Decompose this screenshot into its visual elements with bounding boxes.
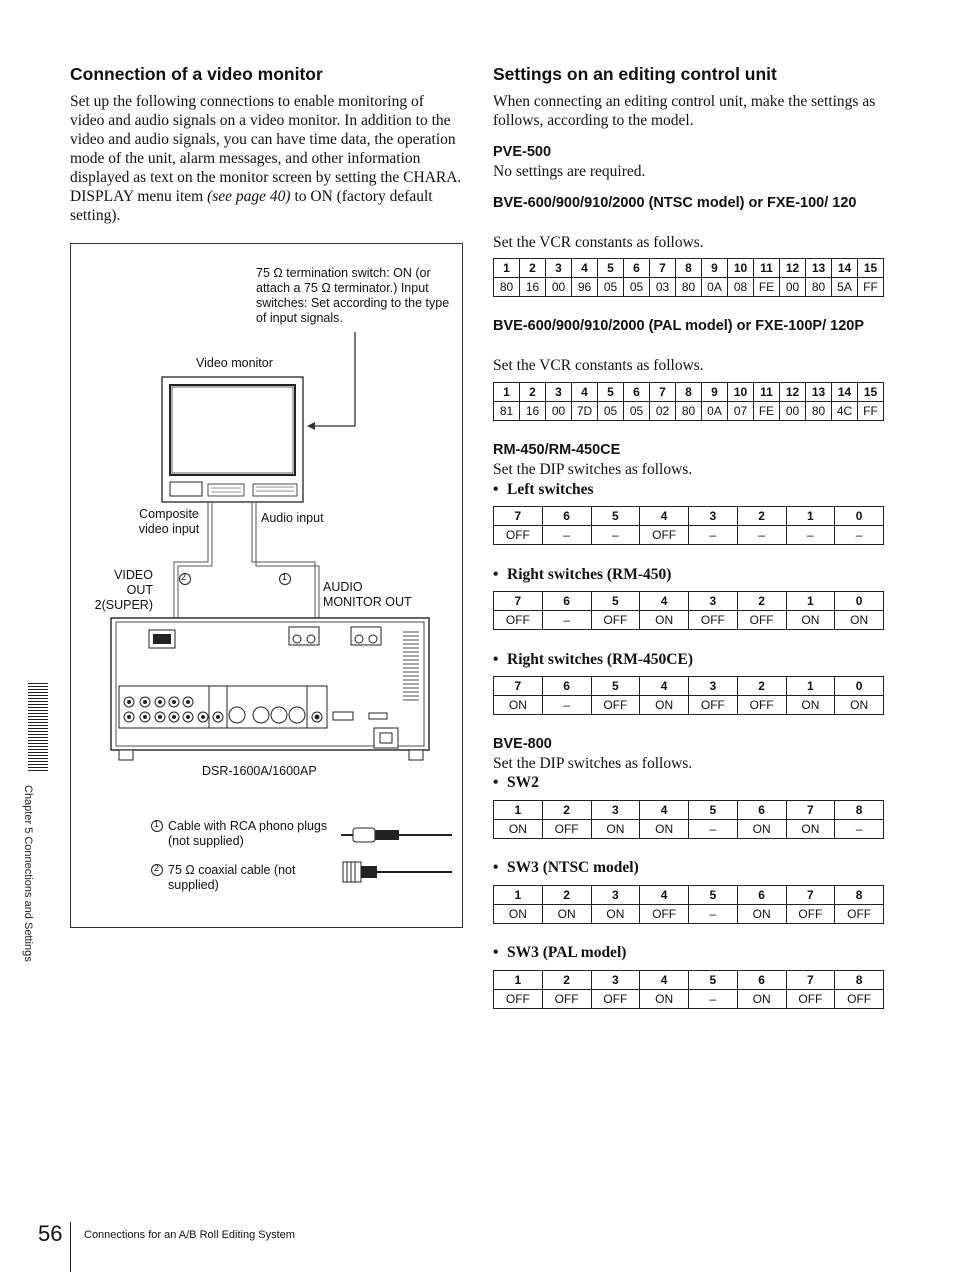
monitor-screen [170, 385, 295, 475]
table-header-cell: 12 [780, 259, 806, 278]
table-header-cell: 7 [494, 592, 543, 611]
sw3-ntsc-text: SW3 (NTSC model) [507, 859, 639, 876]
table-cell: 02 [650, 402, 676, 421]
table-cell: ON [494, 696, 543, 715]
paragraph-text: Set up the following connections to enable monitoring of video and audio signals on a video monitor. In addition to the video and audio signals, you can have time data, the operation mode of the unit, alarm messages, and other information displayed as text on the monitor screen by setting the CHARA. DISPLAY menu item [70, 93, 462, 205]
table-cell: 5A [832, 278, 858, 297]
table-header-cell: 0 [835, 592, 884, 611]
section-heading-editing-control: Settings on an editing control unit [493, 64, 777, 84]
table-cell: OFF [542, 820, 591, 839]
table-header-cell: 8 [835, 886, 884, 905]
bve-ntsc-title: BVE-600/900/910/2000 (NTSC model) or FXE-100/ 120 [493, 195, 857, 211]
rca-plug-drawing [341, 828, 452, 842]
table-row [494, 696, 884, 715]
table-cell: FF [858, 278, 884, 297]
right-switches-rm450-table [493, 591, 884, 630]
sw3-pal-table [493, 970, 884, 1009]
table-header-row [494, 886, 884, 905]
video-monitor-paragraph [70, 92, 462, 225]
table-cell: – [542, 526, 591, 545]
table-cell: ON [640, 990, 689, 1009]
table-header-cell: 11 [754, 259, 780, 278]
table-cell: 07 [728, 402, 754, 421]
table-cell: OFF [591, 990, 640, 1009]
table-cell: 00 [780, 402, 806, 421]
left-switches-table [493, 506, 884, 545]
table-cell: ON [835, 696, 884, 715]
table-header-cell: 2 [737, 677, 786, 696]
table-cell: – [835, 820, 884, 839]
table-header-cell: 1 [494, 971, 543, 990]
table-cell: OFF [494, 611, 543, 630]
table-header-cell: 8 [676, 259, 702, 278]
table-header-cell: 5 [689, 886, 738, 905]
table-header-cell: 10 [728, 259, 754, 278]
table-cell: ON [591, 905, 640, 924]
table-cell: OFF [786, 990, 835, 1009]
table-cell: ON [786, 611, 835, 630]
table-cell: FF [858, 402, 884, 421]
table-cell: ON [737, 990, 786, 1009]
table-cell: 80 [806, 402, 832, 421]
legend-rca-cable: Cable with RCA phono plugs (not supplied) [168, 819, 328, 848]
rm450-text: Set the DIP switches as follows. [493, 461, 693, 478]
table-cell: ON [737, 905, 786, 924]
table-header-cell: 0 [835, 677, 884, 696]
table-cell: ON [835, 611, 884, 630]
table-cell: – [737, 526, 786, 545]
marker-2: 2 [181, 572, 187, 582]
table-header-cell: 1 [494, 801, 543, 820]
table-header-cell: 6 [542, 677, 591, 696]
table-cell: – [786, 526, 835, 545]
table-header-cell: 2 [520, 383, 546, 402]
table-header-cell: 14 [832, 383, 858, 402]
table-header-cell: 4 [640, 971, 689, 990]
table-header-cell: 6 [737, 801, 786, 820]
table-header-row [494, 801, 884, 820]
table-header-cell: 4 [640, 801, 689, 820]
termination-note: 75 Ω termination switch: ON (or attach a 75 Ω terminator.) Input switches: Set according to the type of input signals. [256, 266, 450, 325]
table-cell: ON [640, 611, 689, 630]
table-header-cell: 5 [591, 507, 640, 526]
table-header-cell: 4 [572, 259, 598, 278]
chapter-sidebar-text: Chapter 5 Connections and Settings [22, 785, 34, 962]
table-cell: OFF [689, 611, 738, 630]
table-header-cell: 7 [650, 259, 676, 278]
table-cell: 05 [624, 402, 650, 421]
page-reference: (see page 40) [207, 188, 291, 205]
table-header-cell: 9 [702, 383, 728, 402]
table-cell: 00 [546, 278, 572, 297]
table-cell: 4C [832, 402, 858, 421]
table-header-cell: 4 [640, 677, 689, 696]
table-cell: OFF [835, 990, 884, 1009]
table-header-cell: 5 [591, 677, 640, 696]
device-name-label: DSR-1600A/1600AP [202, 764, 317, 778]
editing-control-intro: When connecting an editing control unit, make the settings as follows, according to the model. [493, 93, 876, 129]
table-cell: ON [494, 905, 543, 924]
sw3-ntsc-label: • SW3 (NTSC model) [493, 859, 639, 876]
table-header-cell: 15 [858, 259, 884, 278]
table-cell: 05 [598, 402, 624, 421]
table-header-cell: 5 [689, 971, 738, 990]
left-switches-label: • Left switches [493, 481, 594, 498]
bve-pal-table [493, 382, 884, 421]
right-switches-rm450ce-label: • Right switches (RM-450CE) [493, 651, 693, 668]
sw2-text: SW2 [507, 774, 539, 791]
table-header-row [494, 592, 884, 611]
table-cell: OFF [494, 526, 543, 545]
table-cell: ON [640, 696, 689, 715]
rm450-title: RM-450/RM-450CE [493, 442, 621, 458]
table-header-cell: 6 [737, 886, 786, 905]
table-cell: – [542, 696, 591, 715]
table-header-cell: 5 [598, 383, 624, 402]
table-header-cell: 7 [786, 886, 835, 905]
table-header-cell: 9 [702, 259, 728, 278]
table-row [494, 402, 884, 421]
table-header-cell: 8 [835, 801, 884, 820]
table-header-cell: 7 [494, 677, 543, 696]
table-header-cell: 15 [858, 383, 884, 402]
table-cell: 16 [520, 278, 546, 297]
audio-monitor-out-label: AUDIO MONITOR OUT [323, 580, 412, 609]
right-switches-rm450-label: • Right switches (RM-450) [493, 566, 672, 583]
table-header-row [494, 677, 884, 696]
footer-text: Connections for an A/B Roll Editing System [84, 1229, 295, 1241]
sw3-pal-text: SW3 (PAL model) [507, 944, 627, 961]
table-row [494, 526, 884, 545]
table-header-cell: 3 [689, 507, 738, 526]
table-header-cell: 3 [689, 677, 738, 696]
connection-diagram [70, 243, 463, 928]
sw3-pal-label: • SW3 (PAL model) [493, 944, 627, 961]
table-header-cell: 4 [640, 886, 689, 905]
table-header-cell: 14 [832, 259, 858, 278]
table-header-row [494, 507, 884, 526]
table-cell: OFF [737, 696, 786, 715]
table-cell: ON [786, 696, 835, 715]
table-header-cell: 4 [640, 592, 689, 611]
table-cell: – [591, 526, 640, 545]
table-cell: – [542, 611, 591, 630]
bve-ntsc-text: Set the VCR constants as follows. [493, 234, 704, 251]
table-header-cell: 3 [546, 383, 572, 402]
table-row [494, 611, 884, 630]
section-heading-video-monitor: Connection of a video monitor [70, 64, 323, 84]
table-row [494, 820, 884, 839]
table-header-cell: 13 [806, 383, 832, 402]
table-header-cell: 10 [728, 383, 754, 402]
table-header-cell: 2 [542, 971, 591, 990]
page-number: 56 [38, 1221, 63, 1246]
bve-ntsc-table [493, 258, 884, 297]
chapter-tab-marker [28, 683, 48, 773]
table-cell: – [689, 905, 738, 924]
table-header-cell: 1 [494, 886, 543, 905]
pve500-text: No settings are required. [493, 163, 646, 180]
table-cell: OFF [737, 611, 786, 630]
table-header-cell: 1 [494, 383, 520, 402]
table-cell: 80 [806, 278, 832, 297]
table-header-cell: 6 [542, 592, 591, 611]
table-cell: 0A [702, 278, 728, 297]
table-cell: OFF [591, 611, 640, 630]
sw2-table [493, 800, 884, 839]
footer-divider [70, 1222, 71, 1272]
table-header-cell: 1 [786, 592, 835, 611]
table-header-cell: 12 [780, 383, 806, 402]
table-header-cell: 4 [572, 383, 598, 402]
leader-arrow [307, 422, 315, 430]
table-cell: 00 [780, 278, 806, 297]
table-header-cell: 1 [786, 677, 835, 696]
video-out-label: VIDEO OUT 2(SUPER) [94, 568, 153, 612]
table-cell: 80 [494, 278, 520, 297]
table-header-cell: 2 [542, 801, 591, 820]
table-cell: ON [591, 820, 640, 839]
table-header-cell: 6 [624, 383, 650, 402]
table-header-cell: 7 [786, 971, 835, 990]
left-switches-text: Left switches [507, 481, 594, 498]
sw3-ntsc-table [493, 885, 884, 924]
table-header-row [494, 383, 884, 402]
video-monitor-label: Video monitor [196, 356, 273, 370]
table-header-cell: 4 [640, 507, 689, 526]
table-row [494, 990, 884, 1009]
table-header-row [494, 259, 884, 278]
table-cell: 05 [598, 278, 624, 297]
table-header-cell: 8 [676, 383, 702, 402]
bve800-text: Set the DIP switches as follows. [493, 755, 693, 772]
table-header-cell: 6 [542, 507, 591, 526]
table-cell: ON [494, 820, 543, 839]
table-cell: – [835, 526, 884, 545]
audio-input-label: Audio input [261, 511, 324, 525]
table-cell: 80 [676, 278, 702, 297]
table-cell: ON [737, 820, 786, 839]
right-switches-rm450ce-table [493, 676, 884, 715]
paragraph-text-end: to ON (factory default setting). [70, 188, 433, 224]
legend-coaxial-cable: 75 Ω coaxial cable (not supplied) [168, 863, 296, 892]
table-header-cell: 11 [754, 383, 780, 402]
table-header-cell: 8 [835, 971, 884, 990]
table-header-cell: 0 [835, 507, 884, 526]
table-cell: 03 [650, 278, 676, 297]
table-cell: ON [786, 820, 835, 839]
composite-input-label: Composite video input [138, 507, 200, 536]
table-header-cell: 5 [591, 592, 640, 611]
legend-marker-1: 1 [154, 819, 160, 829]
table-cell: 00 [546, 402, 572, 421]
table-header-cell: 2 [737, 592, 786, 611]
pve500-title: PVE-500 [493, 144, 552, 160]
table-cell: 80 [676, 402, 702, 421]
table-header-cell: 7 [494, 507, 543, 526]
table-cell: OFF [835, 905, 884, 924]
table-cell: FE [754, 402, 780, 421]
table-header-cell: 5 [598, 259, 624, 278]
table-cell: – [689, 990, 738, 1009]
table-cell: OFF [640, 905, 689, 924]
table-header-cell: 7 [650, 383, 676, 402]
sw2-label: • SW2 [493, 774, 539, 791]
table-header-cell: 1 [786, 507, 835, 526]
table-cell: FE [754, 278, 780, 297]
table-row [494, 905, 884, 924]
table-cell: OFF [591, 696, 640, 715]
table-row [494, 278, 884, 297]
table-header-cell: 2 [542, 886, 591, 905]
table-cell: ON [542, 905, 591, 924]
table-cell: OFF [542, 990, 591, 1009]
table-cell: 16 [520, 402, 546, 421]
table-header-cell: 3 [689, 592, 738, 611]
coaxial-plug-drawing [343, 862, 452, 882]
table-header-cell: 3 [546, 259, 572, 278]
table-header-cell: 5 [689, 801, 738, 820]
table-cell: 0A [702, 402, 728, 421]
legend-marker-2: 2 [154, 863, 160, 873]
table-header-cell: 7 [786, 801, 835, 820]
right-switches-rm450-text: Right switches (RM-450) [507, 566, 672, 583]
bve-pal-title: BVE-600/900/910/2000 (PAL model) or FXE-100P/ 120P [493, 318, 865, 334]
table-header-cell: 2 [520, 259, 546, 278]
table-cell: OFF [786, 905, 835, 924]
table-cell: 96 [572, 278, 598, 297]
table-cell: OFF [494, 990, 543, 1009]
leader-line [313, 332, 355, 426]
table-header-cell: 1 [494, 259, 520, 278]
table-cell: 05 [624, 278, 650, 297]
table-header-cell: 13 [806, 259, 832, 278]
bve-pal-text: Set the VCR constants as follows. [493, 357, 704, 374]
table-cell: 08 [728, 278, 754, 297]
table-header-cell: 6 [737, 971, 786, 990]
table-header-cell: 2 [737, 507, 786, 526]
table-cell: 7D [572, 402, 598, 421]
bve800-title: BVE-800 [493, 736, 552, 752]
marker-1: 1 [282, 572, 288, 582]
table-header-cell: 3 [591, 801, 640, 820]
table-cell: ON [640, 820, 689, 839]
table-cell: OFF [640, 526, 689, 545]
table-header-cell: 6 [624, 259, 650, 278]
table-cell: – [689, 820, 738, 839]
table-cell: OFF [689, 696, 738, 715]
table-header-cell: 3 [591, 886, 640, 905]
table-cell: 81 [494, 402, 520, 421]
table-header-row [494, 971, 884, 990]
table-cell: – [689, 526, 738, 545]
right-switches-rm450ce-text: Right switches (RM-450CE) [507, 651, 693, 668]
table-header-cell: 3 [591, 971, 640, 990]
